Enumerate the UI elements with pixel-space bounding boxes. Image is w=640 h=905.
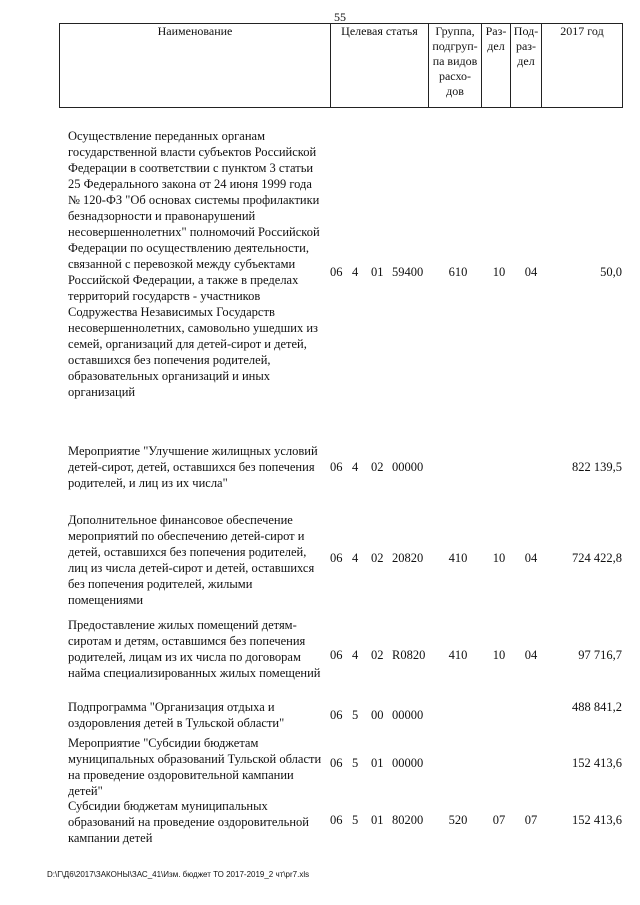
row-code-1: 06 xyxy=(330,551,343,565)
row-code-1: 06 xyxy=(330,813,343,827)
row-code-1: 06 xyxy=(330,265,343,279)
row-amount: 152 413,6 xyxy=(572,813,622,827)
page-number: 55 xyxy=(334,10,346,24)
header-group: Группа, подгруп- па видов расхо- дов xyxy=(429,24,482,108)
row-code-1: 06 xyxy=(330,756,343,770)
row-code-4: R0820 xyxy=(392,648,426,662)
row-name: Осуществление переданных органам государственной власти субъектов Российской Федерации в соответствии с пунктом 3 статьи 25 Федерального закона от 24 июня 1999 года № 120-ФЗ "Об основах системы профилактики безнадзорности и правонарушений несовершеннолетних" полномочий Российской Федерации по осуществлению деятельности, связанной с перевозкой между субъектами Российской Федерации, а также в пределах территорий государств - участников Содружества Независимых Государств несовершеннолетних, самовольно ушедших из семей, организаций для детей-сирот и детей, оставшихся без попечения родителей, образовательных организаций и иных организаций xyxy=(68,129,320,399)
row-name: Предоставление жилых помещений детям-сиротам и детям, оставшимся без попечения родителей, лицам из их числа по договорам найма специализированных жилых помещений xyxy=(68,618,321,680)
row-name: Субсидии бюджетам муниципальных образований на проведение оздоровительной кампании детей xyxy=(68,799,309,845)
row-amount: 488 841,2 xyxy=(572,700,622,714)
table-header xyxy=(59,23,623,108)
row-section: 07 xyxy=(492,813,506,827)
row-group: 520 xyxy=(448,813,468,827)
row-group: 610 xyxy=(448,265,468,279)
row-subsection: 04 xyxy=(524,551,538,565)
row-code-3: 01 xyxy=(371,265,384,279)
row-code-2: 5 xyxy=(352,756,359,770)
row-code-2: 4 xyxy=(352,460,359,474)
row-amount: 724 422,8 xyxy=(572,551,622,565)
header-target: Целевая статья xyxy=(331,24,429,108)
row-subsection: 04 xyxy=(524,648,538,662)
row-code-3: 02 xyxy=(371,551,384,565)
row-code-3: 02 xyxy=(371,460,384,474)
header-section: Раз- дел xyxy=(482,24,511,108)
row-section: 10 xyxy=(492,648,506,662)
row-amount: 50,0 xyxy=(600,265,622,279)
row-amount: 97 716,7 xyxy=(578,648,622,662)
row-code-4: 00000 xyxy=(392,708,424,722)
row-code-4: 00000 xyxy=(392,460,424,474)
row-name: Дополнительное финансовое обеспечение мероприятий по обеспечению детей-сирот и детей, оставшихся без попечения родителей, лиц из числа детей-сирот и детей, оставшихся без попечения родителей, жилыми помещениями xyxy=(68,513,315,607)
row-code-2: 4 xyxy=(352,265,359,279)
row-code-3: 00 xyxy=(371,708,384,722)
row-code-2: 4 xyxy=(352,648,359,662)
row-code-2: 4 xyxy=(352,551,359,565)
row-section: 10 xyxy=(492,551,506,565)
row-amount: 822 139,5 xyxy=(572,460,622,474)
row-subsection: 04 xyxy=(524,265,538,279)
row-name: Мероприятие "Субсидии бюджетам муниципальных образований Тульской области на проведение оздоровительной кампании детей" xyxy=(68,736,322,798)
row-code-4: 80200 xyxy=(392,813,424,827)
row-name: Подпрограмма "Организация отдыха и оздоровления детей в Тульской области" xyxy=(68,700,285,730)
row-code-1: 06 xyxy=(330,648,343,662)
row-group: 410 xyxy=(448,551,468,565)
row-code-3: 01 xyxy=(371,813,384,827)
row-code-4: 00000 xyxy=(392,756,424,770)
row-amount: 152 413,6 xyxy=(572,756,622,770)
row-section: 10 xyxy=(492,265,506,279)
row-code-1: 06 xyxy=(330,460,343,474)
row-group: 410 xyxy=(448,648,468,662)
header-name: Наименование xyxy=(60,24,331,108)
row-code-4: 20820 xyxy=(392,551,424,565)
header-subsection: Под- раз- дел xyxy=(511,24,542,108)
row-code-2: 5 xyxy=(352,708,359,722)
header-year: 2017 год xyxy=(542,24,623,108)
row-code-1: 06 xyxy=(330,708,343,722)
file-path-footer: D:\Г\Д6\2017\ЗАКОНЫ\ЗАС_41\Изм. бюджет ТО 2017-2019_2 чт\pr7.xls xyxy=(47,870,310,879)
row-code-3: 02 xyxy=(371,648,384,662)
row-name: Мероприятие "Улучшение жилищных условий детей-сирот, детей, оставшихся без попечения родителей, и лиц из их числа" xyxy=(68,444,318,490)
row-subsection: 07 xyxy=(524,813,538,827)
row-code-2: 5 xyxy=(352,813,359,827)
row-code-3: 01 xyxy=(371,756,384,770)
row-code-4: 59400 xyxy=(392,265,424,279)
